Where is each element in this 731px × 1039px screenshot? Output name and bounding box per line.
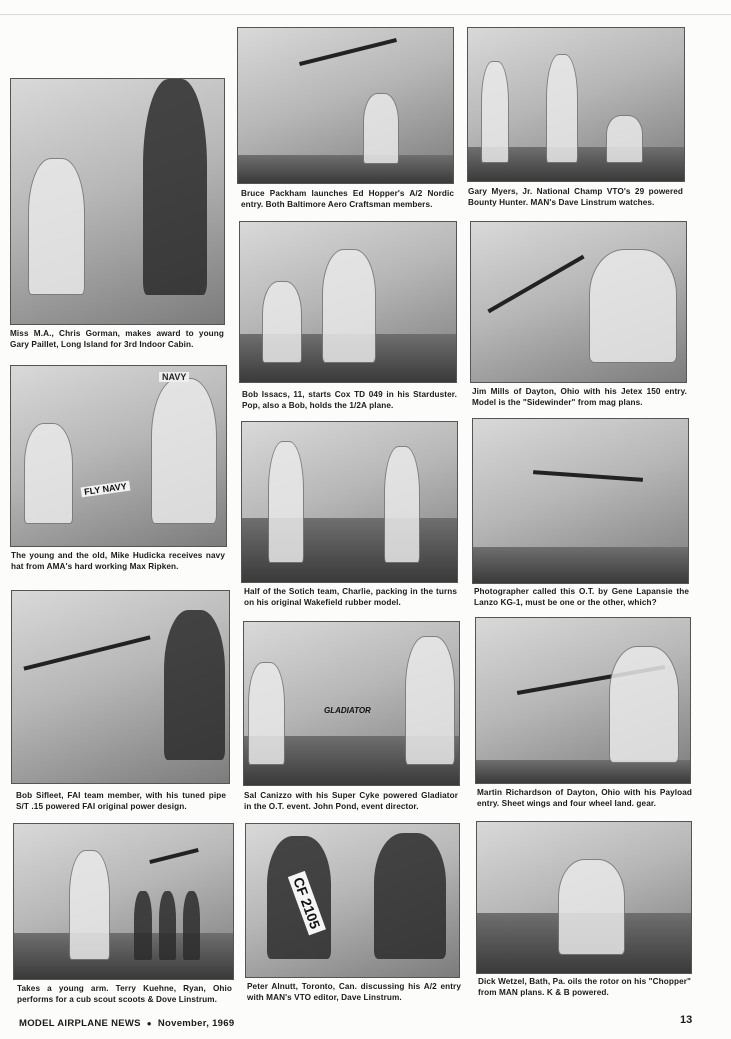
photo-navy-hat [10,365,227,547]
photo-text-navy: NAVY [159,372,189,382]
photo-text-fly-navy: FLY NAVY [81,481,131,498]
photo-gladiator [243,621,460,786]
caption-alnutt: Peter Alnutt, Toronto, Can. discussing his A/2 entry with MAN's VTO editor, Dave Linstrum. [247,982,461,1002]
caption-issacs: Bob Issacs, 11, starts Cox TD 049 in his Starduster. Pop, also a Bob, holds the 1/2A plane. [242,390,457,410]
photo-sidewinder [470,221,687,383]
caption-sotich: Half of the Sotich team, Charlie, packing in the turns on his original Wakefield rubber model. [244,587,457,607]
top-rule [0,14,731,15]
caption-award: Miss M.A., Chris Gorman, makes award to young Gary Paillet, Long Island for 3rd Indoor Cabin. [10,329,224,349]
page-number: 13 [680,1014,693,1026]
photo-lanzo [472,418,689,584]
photo-nordic-launch [237,27,454,184]
caption-gladiator: Sal Canizzo with his Super Cyke powered Gladiator in the O.T. event. John Pond, event director. [244,791,458,811]
caption-sidewinder: Jim Mills of Dayton, Ohio with his Jetex 150 entry. Model is the "Sidewinder" from mag plans. [472,387,687,407]
caption-lanzo: Photographer called this O.T. by Gene Lapansie the Lanzo KG-1, must be one or the other, which? [474,587,689,607]
photo-award [10,78,225,325]
caption-payload: Martin Richardson of Dayton, Ohio with his Payload entry. Sheet wings and four wheel land. gear. [477,788,692,808]
caption-young-arm: Takes a young arm. Terry Kuehne, Ryan, Ohio performs for a cub scout scoots & Dove Linstrum. [17,984,232,1004]
caption-sifleet: Bob Sifleet, FAI team member, with his tuned pipe S/T .15 powered FAI original power design. [16,791,226,811]
photo-sifleet [11,590,230,784]
photo-issacs [239,221,457,383]
photo-young-arm [13,823,234,980]
photo-payload [475,617,691,784]
photo-alnutt [245,823,460,978]
footer-bullet: ● [146,1019,152,1028]
photo-vto [467,27,685,182]
photo-chopper [476,821,692,974]
photo-text-cf: CF 2105 [288,871,326,935]
footer-issue: November, 1969 [157,1018,235,1029]
footer-magazine: MODEL AIRPLANE NEWS [19,1018,141,1029]
footer-magazine-line [19,1018,234,1029]
caption-navy-hat: The young and the old, Mike Hudicka receives navy hat from AMA's hard working Max Ripken. [11,551,225,571]
photo-sotich [241,421,458,583]
caption-chopper: Dick Wetzel, Bath, Pa. oils the rotor on his "Chopper" from MAN plans. K & B powered. [478,977,691,997]
caption-nordic-launch: Bruce Packham launches Ed Hopper's A/2 Nordic entry. Both Baltimore Aero Craftsman members. [241,189,454,209]
photo-text-gladiator: GLADIATOR [324,706,371,715]
caption-vto: Gary Myers, Jr. National Champ VTO's 29 powered Bounty Hunter. MAN's Dave Linstrum watches. [468,187,683,207]
